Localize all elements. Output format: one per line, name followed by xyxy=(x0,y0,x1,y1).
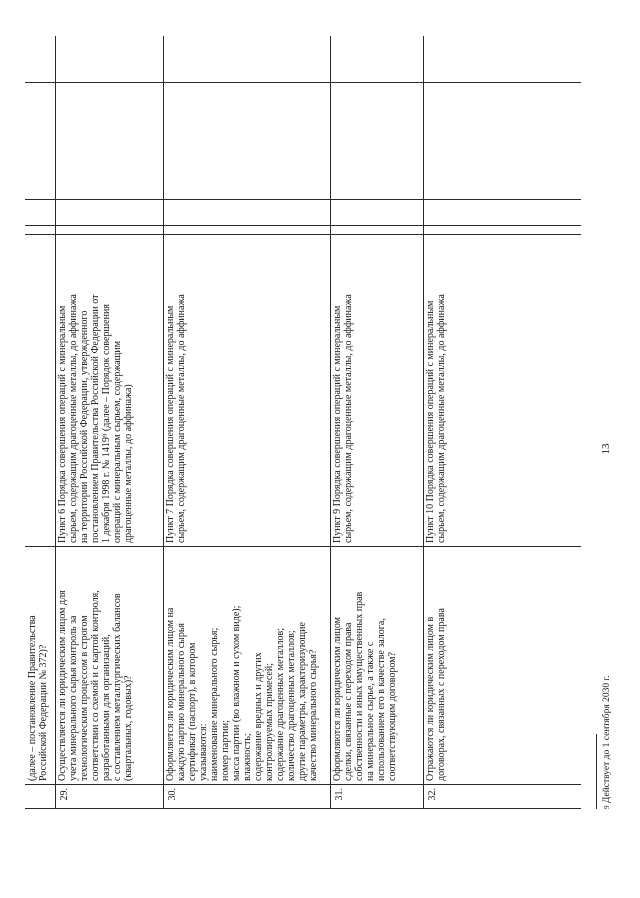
question-cell: (далее – постановление Правительства Российской Федерации № 372)? xyxy=(25,546,55,784)
footnote-mark: 9 xyxy=(603,805,611,809)
reference-cell: Пункт 9 Порядка совершения операций с минеральным сырьем, содержащим драгоценные металлы, до аффинажа xyxy=(330,234,423,546)
notes-cell xyxy=(55,36,163,82)
answer-no-cell xyxy=(330,199,423,225)
answer-yes-cell xyxy=(330,225,423,234)
row-number: 29. xyxy=(55,784,163,808)
answer-no-cell xyxy=(55,199,163,225)
row-number xyxy=(25,784,55,808)
answer-na-cell xyxy=(330,82,423,199)
question-cell: Осуществляется ли юридическим лицом для учета минерального сырья контроль за технологическим процессом в строгом соответствии со схемой и с картой контроля, разработанными для организаций, с составлением металлургических балансов (квартальных, годовых)? xyxy=(55,546,163,784)
notes-cell xyxy=(330,36,423,82)
reference-cell: Пункт 6 Порядка совершения операций с минеральным сырьем, содержащим драгоценные металлы, до аффинажа на территории Российской Федерации, утвержденного постановлением Правительства Российской Федерации от 1 декабря 1998 г. № 1419⁹ (далее – Порядок совершения операций с минеральным сырьем, содержащим драгоценные металлы, до аффинажа) xyxy=(55,234,163,546)
notes-cell xyxy=(25,36,55,82)
answer-na-cell xyxy=(163,82,330,199)
question-cell: Отражаются ли юридическим лицом в договорах, связанных с переходом права xyxy=(423,546,581,784)
answer-yes-cell xyxy=(55,225,163,234)
table-row xyxy=(25,36,55,808)
table-row xyxy=(330,36,423,808)
reference-cell xyxy=(25,234,55,546)
answer-no-cell xyxy=(163,199,330,225)
table-row xyxy=(423,36,581,808)
answer-no-cell xyxy=(423,199,581,225)
answer-na-cell xyxy=(55,82,163,199)
footnote xyxy=(602,675,613,809)
answer-na-cell xyxy=(25,82,55,199)
row-number: 30. xyxy=(163,784,330,808)
row-number: 31. xyxy=(330,784,423,808)
reference-cell: Пункт 10 Порядка совершения операций с минеральным сырьем, содержащим драгоценные металлы, до аффинажа xyxy=(423,234,581,546)
reference-cell: Пункт 7 Порядка совершения операций с минеральным сырьем, содержащим драгоценные металлы, до аффинажа xyxy=(163,234,330,546)
question-cell: Оформляется ли юридическим лицом на каждую партию минерального сырья сертификат (паспорт), в котором указываются: наименование минерального сырья; номер партии; масса партии (во влажном и сухом виде); влажность; содержание вредных и других контролируемых примесей; содержание драгоценных металлов; количество драгоценных металлов; другие параметры, характеризующие качество минерального сырья? xyxy=(163,546,330,784)
notes-cell xyxy=(163,36,330,82)
answer-yes-cell xyxy=(423,225,581,234)
footnote-separator xyxy=(596,734,597,809)
answer-yes-cell xyxy=(25,225,55,234)
page-number: 13 xyxy=(600,443,612,455)
notes-cell xyxy=(423,36,581,82)
checklist-table xyxy=(25,36,581,809)
answer-na-cell xyxy=(423,82,581,199)
footnote-text: Действует до 1 сентября 2030 г. xyxy=(602,675,612,804)
table-row xyxy=(163,36,330,808)
row-number: 32. xyxy=(423,784,581,808)
question-cell: Оформляются ли юридическим лицом сделки, связанные с переходом права собственности и иных имущественных прав на минеральное сырье, а также с использованием его в качестве залога, соответствующим договором? xyxy=(330,546,423,784)
answer-yes-cell xyxy=(163,225,330,234)
table-row xyxy=(55,36,163,808)
answer-no-cell xyxy=(25,199,55,225)
